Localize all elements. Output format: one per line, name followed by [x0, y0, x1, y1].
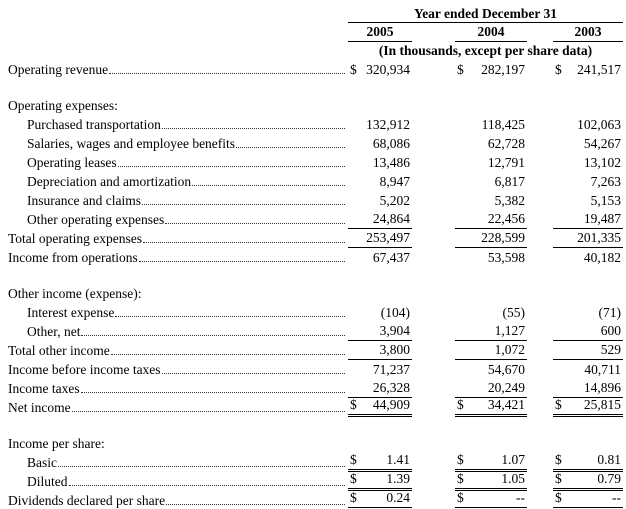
value-cell — [348, 174, 412, 191]
dotted-leader — [69, 485, 346, 486]
value-cell — [455, 471, 527, 491]
row-label — [8, 231, 348, 248]
value-cell — [553, 305, 623, 322]
row-label — [8, 62, 348, 79]
row-label-text: Net income — [8, 400, 71, 415]
row-label-text: Dividends declared per share — [8, 493, 166, 508]
dotted-leader — [166, 504, 345, 505]
year-column-header: 2005 — [348, 24, 412, 42]
table-row — [8, 229, 623, 248]
dollar-sign: $ — [350, 397, 357, 412]
row-label — [8, 362, 348, 379]
value-text: 12,791 — [487, 155, 525, 170]
value-text: 3,800 — [379, 342, 410, 357]
value-text: 201,335 — [577, 230, 621, 245]
value-text: 13,102 — [583, 155, 621, 170]
value-cell — [455, 490, 527, 509]
value-cell — [553, 490, 623, 509]
value-text: -- — [516, 490, 525, 505]
value-text: 241,517 — [577, 62, 621, 77]
table-row — [8, 60, 623, 79]
table-header — [8, 5, 623, 23]
row-label — [8, 117, 348, 134]
table-row — [8, 284, 623, 303]
value-cell — [553, 380, 623, 398]
value-cell — [455, 155, 527, 172]
table-period-header: Year ended December 31 — [348, 5, 623, 23]
value-text: 8,947 — [379, 174, 410, 189]
table-row — [8, 248, 623, 267]
value-text: 67,437 — [372, 250, 410, 265]
table-row — [8, 115, 623, 134]
table-row — [8, 360, 623, 379]
value-text: 118,425 — [481, 117, 525, 132]
row-label — [8, 474, 348, 491]
row-label — [8, 324, 348, 341]
table-row — [8, 453, 623, 472]
row-label-text: Other operating expenses — [27, 212, 165, 227]
row-label-text: Other, net — [27, 324, 81, 339]
row-label-text: Income taxes — [8, 381, 80, 396]
dollar-sign: $ — [457, 471, 464, 486]
row-label-text: Basic — [27, 455, 57, 470]
value-cell — [455, 193, 527, 210]
dollar-sign: $ — [457, 490, 464, 505]
spacer-row — [8, 79, 623, 96]
value-cell — [553, 62, 623, 79]
dollar-sign: $ — [555, 397, 562, 412]
value-cell — [455, 250, 527, 267]
row-label — [8, 193, 348, 210]
value-cell — [348, 490, 412, 509]
dotted-leader — [143, 242, 345, 243]
value-cell — [455, 452, 527, 472]
row-label-text: Diluted — [27, 474, 68, 489]
table-row — [8, 341, 623, 360]
row-label — [8, 212, 348, 229]
value-cell — [455, 174, 527, 191]
row-label-text: Income per share: — [8, 436, 105, 451]
dotted-leader — [165, 223, 345, 224]
units-note: (In thousands, except per share data) — [378, 43, 593, 58]
value-cell — [348, 323, 412, 341]
header-spacer — [8, 42, 348, 60]
value-cell — [348, 211, 412, 229]
value-cell — [553, 174, 623, 191]
value-text: 5,153 — [590, 193, 621, 208]
value-text: 6,817 — [494, 174, 525, 189]
value-text: 600 — [600, 323, 621, 338]
value-cell — [455, 230, 527, 248]
value-text: 0.79 — [597, 471, 621, 486]
row-label-text: Operating revenue — [8, 62, 109, 77]
value-cell — [553, 136, 623, 153]
table-row — [8, 491, 623, 509]
value-cell — [348, 380, 412, 398]
value-cell — [553, 471, 623, 491]
row-label-text: Income before income taxes — [8, 362, 161, 377]
value-text: 3,904 — [379, 323, 410, 338]
value-text: 40,182 — [583, 250, 621, 265]
value-cell — [455, 362, 527, 379]
dollar-sign: $ — [457, 452, 464, 467]
row-label — [8, 305, 348, 322]
value-text: 14,896 — [583, 380, 621, 395]
row-label — [8, 286, 348, 303]
row-label — [8, 343, 348, 360]
year-columns — [348, 23, 623, 42]
value-text: 22,456 — [487, 211, 525, 226]
value-cell — [455, 62, 527, 79]
dollar-sign: $ — [350, 452, 357, 467]
value-cell — [553, 155, 623, 172]
value-cell — [455, 211, 527, 229]
value-text: (55) — [502, 305, 525, 320]
row-label-text: Depreciation and amortization — [27, 174, 192, 189]
row-label — [8, 381, 348, 398]
value-cell — [455, 305, 527, 322]
header-spacer — [8, 23, 348, 42]
dollar-sign: $ — [555, 452, 562, 467]
dotted-leader — [81, 335, 345, 336]
row-label-text: Interest expense — [27, 305, 115, 320]
value-text: 228,599 — [481, 230, 525, 245]
table-row — [8, 379, 623, 398]
dotted-leader — [139, 261, 345, 262]
value-text: 102,063 — [577, 117, 621, 132]
value-cell — [455, 397, 527, 417]
value-cell — [553, 452, 623, 472]
value-text: 320,934 — [366, 62, 410, 77]
table-row — [8, 153, 623, 172]
value-text: -- — [612, 490, 621, 505]
value-text: 5,382 — [494, 193, 525, 208]
value-text: 529 — [600, 342, 621, 357]
row-label-text: Total operating expenses — [8, 231, 143, 246]
value-text: 1.07 — [501, 452, 525, 467]
dollar-sign: $ — [555, 490, 562, 505]
value-text: 282,197 — [481, 62, 525, 77]
value-text: 26,328 — [372, 380, 410, 395]
value-cell — [348, 250, 412, 267]
dotted-leader — [109, 73, 345, 74]
value-text: 253,497 — [366, 230, 410, 245]
value-text: 44,909 — [372, 397, 410, 412]
value-cell — [348, 230, 412, 248]
year-column-header: 2003 — [553, 24, 623, 42]
value-text: 25,815 — [583, 397, 621, 412]
dotted-leader — [192, 185, 345, 186]
value-text: 1,072 — [494, 342, 525, 357]
value-text: (71) — [598, 305, 621, 320]
row-label-text: Operating leases — [27, 155, 117, 170]
value-text: 71,237 — [372, 362, 410, 377]
value-cell — [348, 342, 412, 360]
row-label — [8, 136, 348, 153]
dollar-sign: $ — [350, 62, 357, 77]
row-label — [8, 400, 348, 417]
value-cell — [348, 136, 412, 153]
dollar-sign: $ — [350, 471, 357, 486]
value-text: 132,912 — [366, 117, 410, 132]
value-cell — [553, 230, 623, 248]
dotted-leader — [162, 128, 345, 129]
value-text: 1.41 — [386, 452, 410, 467]
dotted-leader — [142, 204, 345, 205]
units-note-row — [8, 42, 623, 60]
value-text: 54,267 — [583, 136, 621, 151]
dotted-leader — [111, 354, 345, 355]
row-label — [8, 250, 348, 267]
row-label — [8, 455, 348, 472]
row-label — [8, 155, 348, 172]
value-cell — [348, 305, 412, 322]
row-label-text: Purchased transportation — [27, 117, 161, 132]
value-text: 24,864 — [372, 211, 410, 226]
value-text: 68,086 — [372, 136, 410, 151]
row-label-text: Insurance and claims — [27, 193, 141, 208]
table-row — [8, 303, 623, 322]
value-text: 19,487 — [583, 211, 621, 226]
dotted-leader — [72, 411, 345, 412]
year-header-row — [8, 23, 623, 42]
table-row — [8, 434, 623, 453]
table-row — [8, 398, 623, 417]
dotted-leader — [115, 316, 345, 317]
value-text: 1,127 — [494, 323, 525, 338]
row-label-text: Salaries, wages and employee benefits — [27, 136, 236, 151]
value-cell — [348, 117, 412, 134]
value-cell — [348, 155, 412, 172]
value-cell — [455, 323, 527, 341]
table-row — [8, 134, 623, 153]
value-cell — [348, 193, 412, 210]
value-cell — [553, 250, 623, 267]
value-cell — [348, 397, 412, 417]
table-row — [8, 172, 623, 191]
dotted-leader — [162, 373, 345, 374]
value-cell — [553, 193, 623, 210]
dollar-sign: $ — [457, 397, 464, 412]
value-cell — [553, 362, 623, 379]
row-label-text: Income from operations — [8, 250, 138, 265]
table-row — [8, 191, 623, 210]
value-cell — [553, 323, 623, 341]
row-label — [8, 493, 348, 509]
value-cell — [553, 211, 623, 229]
value-cell — [553, 117, 623, 134]
year-column-header: 2004 — [455, 24, 527, 42]
row-label-text: Total other income — [8, 343, 110, 358]
value-text: 0.24 — [386, 490, 410, 505]
row-label-text: Other income (expense): — [8, 286, 142, 301]
value-cell — [553, 397, 623, 417]
value-cell — [455, 380, 527, 398]
table-row — [8, 210, 623, 229]
dotted-leader — [81, 392, 345, 393]
value-text: 53,598 — [487, 250, 525, 265]
dollar-sign: $ — [555, 62, 562, 77]
value-text: 62,728 — [487, 136, 525, 151]
header-spacer — [8, 5, 348, 23]
value-cell — [348, 471, 412, 491]
table-row — [8, 472, 623, 491]
spacer-row — [8, 267, 623, 284]
row-label-text: Operating expenses: — [8, 98, 118, 113]
value-text: (104) — [380, 305, 410, 320]
value-text: 1.05 — [501, 471, 525, 486]
table-row — [8, 96, 623, 115]
row-label — [8, 436, 348, 453]
dollar-sign: $ — [457, 62, 464, 77]
value-cell — [455, 342, 527, 360]
spacer-row — [8, 417, 623, 434]
dollar-sign: $ — [350, 490, 357, 505]
dotted-leader — [118, 166, 345, 167]
value-cell — [553, 342, 623, 360]
dotted-leader — [236, 147, 345, 148]
value-text: 5,202 — [379, 193, 410, 208]
value-cell — [348, 362, 412, 379]
value-cell — [348, 62, 412, 79]
value-text: 13,486 — [372, 155, 410, 170]
value-cell — [455, 136, 527, 153]
table-rows — [8, 60, 623, 509]
value-text: 1.39 — [386, 471, 410, 486]
value-text: 7,263 — [590, 174, 621, 189]
value-cell — [348, 452, 412, 472]
value-text: 54,670 — [487, 362, 525, 377]
table-row — [8, 322, 623, 341]
row-label — [8, 98, 348, 115]
dollar-sign: $ — [555, 471, 562, 486]
value-text: 40,711 — [584, 362, 621, 377]
value-text: 34,421 — [487, 397, 525, 412]
value-text: 20,249 — [487, 380, 525, 395]
dotted-leader — [58, 466, 345, 467]
value-text: 0.81 — [597, 452, 621, 467]
row-label — [8, 174, 348, 191]
value-cell — [455, 117, 527, 134]
